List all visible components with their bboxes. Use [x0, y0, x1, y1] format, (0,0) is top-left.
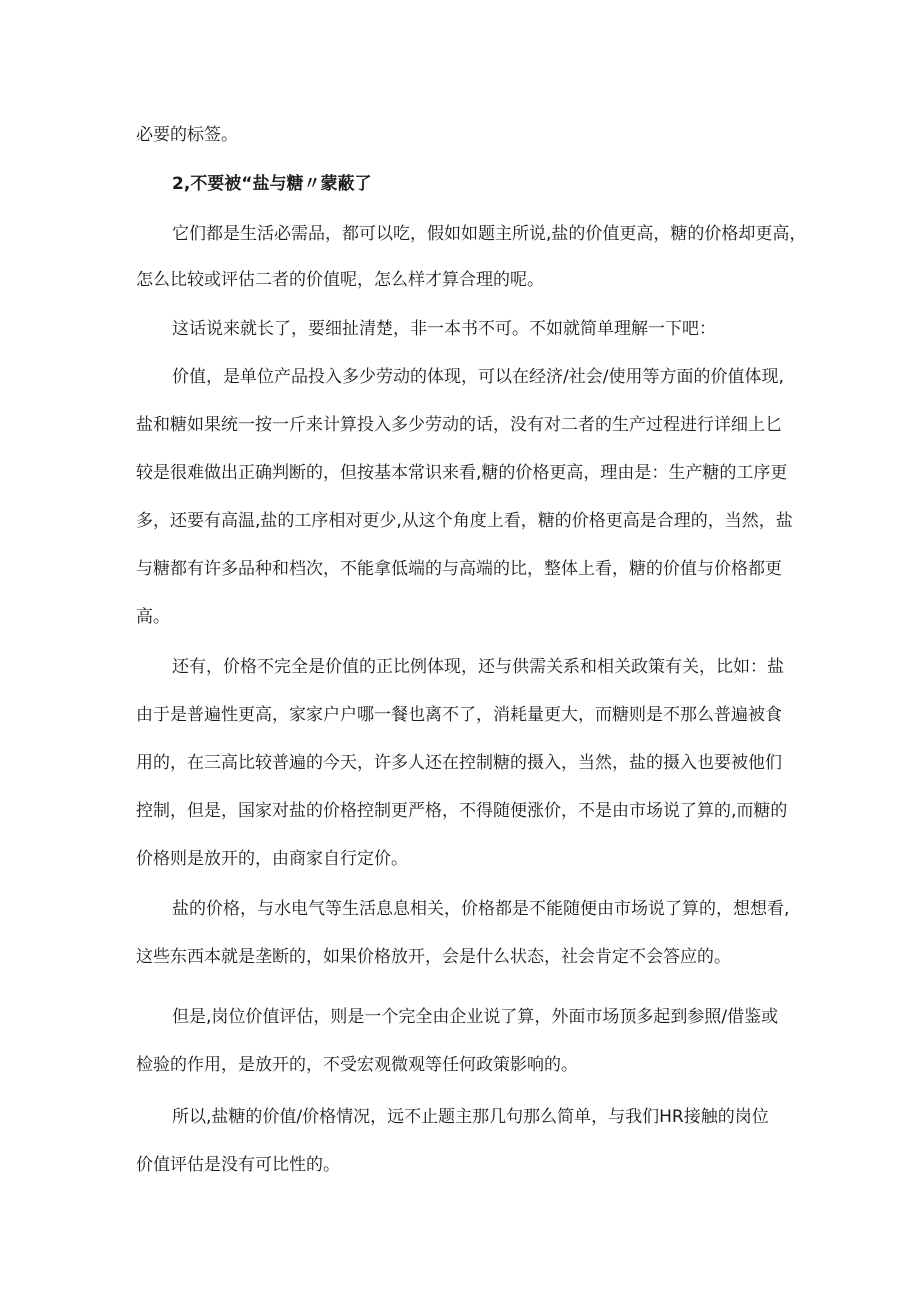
paragraph-5-line-1: 由于是普遍性更高，家家户户哪一餐也离不了，消耗量更大，而糖则是不那么普遍被食 — [136, 705, 782, 725]
paragraph-5-line-0: 还有，价格不完全是价值的正比例体现，还与供需关系和相关政策有关，比如：盐 — [172, 657, 784, 677]
paragraph-4-line-5: 高。 — [136, 607, 170, 627]
paragraph-4-line-0: 价值，是单位产品投入多少劳动的体现，可以在经济/社会/使用等方面的价值体现, — [172, 367, 784, 387]
paragraph-4-line-2: 较是很难做出正确判断的，但按基本常识来看,糖的价格更高，理由是：生产糖的工序更 — [136, 463, 788, 483]
section-heading: 2,不要被“盐与糖〃蒙蔽了 — [172, 174, 372, 194]
paragraph-6-line-0: 盐的价格，与水电气等生活息息相关，价格都是不能随便由市场说了算的，想想看, — [172, 899, 790, 919]
paragraph-5-line-3: 控制，但是，国家对盐的价格控制更严格，不得随便涨价，不是由市场说了算的,而糖的 — [136, 801, 788, 821]
paragraph-5-line-2: 用的，在三高比较普遍的今天，许多人还在控制糖的摄入，当然，盐的摄入也要被他们 — [136, 753, 782, 773]
paragraph-8-line-1: 价值评估是没有可比性的。 — [136, 1155, 340, 1175]
paragraph-2-line-0: 它们都是生活必需品，都可以吃，假如如题主所说,盐的价值更高，糖的价格却更高， — [172, 224, 807, 244]
paragraph-3-line-0: 这话说来就长了，要细扯清楚，非一本书不可。不如就简单理解一下吧： — [172, 319, 716, 339]
paragraph-4-line-1: 盐和糖如果统一按一斤来计算投入多少劳动的话，没有对二者的生产过程进行详细上匕 — [136, 415, 782, 435]
paragraph-8-line-0: 所以,盐糖的价值/价格情况，远不止题主那几句那么简单，与我们HR接触的岗位 — [172, 1107, 769, 1127]
paragraph-2-line-1: 怎么比较或评估二者的价值呢，怎么样才算合理的呢。 — [136, 270, 544, 290]
paragraph-6-line-1: 这些东西本就是垄断的，如果价格放开，会是什么状态，社会肯定不会答应的。 — [136, 947, 731, 967]
paragraph-0-line-0: 必要的标签。 — [136, 125, 238, 145]
paragraph-4-line-3: 多，还要有高温,盐的工序相对更少,从这个角度上看，糖的价格更高是合理的，当然，盐 — [136, 511, 793, 531]
paragraph-7-line-0: 但是,岗位价值评估，则是一个完全由企业说了算，外面市场顶多起到参照/借鉴或 — [172, 1007, 779, 1027]
paragraph-7-line-1: 检验的作用，是放开的，不受宏观微观等任何政策影响的。 — [136, 1055, 578, 1075]
paragraph-5-line-4: 价格则是放开的，由商家自行定价。 — [136, 849, 408, 869]
paragraph-4-line-4: 与糖都有许多品种和档次，不能拿低端的与高端的比，整体上看，糖的价值与价格都更 — [136, 559, 782, 579]
